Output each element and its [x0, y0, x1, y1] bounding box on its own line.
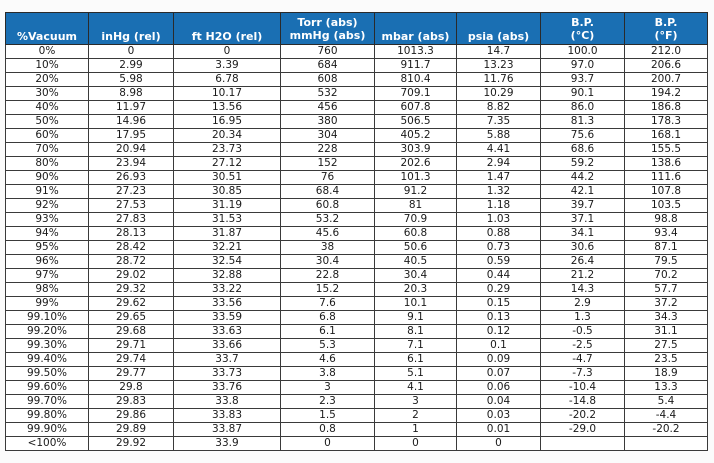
cell-psia: 0.1: [457, 339, 541, 353]
cell-torr: 152: [281, 157, 375, 171]
cell-bpc: 90.1: [541, 87, 625, 101]
col-header-fth2o: ft H2O (rel): [174, 13, 281, 45]
cell-bpf: 79.5: [625, 255, 708, 269]
cell-fth2o: 32.88: [174, 269, 281, 283]
cell-mbar: 50.6: [375, 241, 457, 255]
table-row: [6, 101, 708, 115]
cell-vacuum: 90%: [6, 171, 89, 185]
cell-torr: 456: [281, 101, 375, 115]
cell-vacuum: 20%: [6, 73, 89, 87]
cell-mbar: 6.1: [375, 353, 457, 367]
cell-bpf: 23.5: [625, 353, 708, 367]
col-header-bp-f: B.P. (°F): [625, 13, 708, 45]
cell-inhg: 14.96: [89, 115, 174, 129]
cell-inhg: 29.83: [89, 395, 174, 409]
cell-torr: 3.8: [281, 367, 375, 381]
cell-psia: 10.29: [457, 87, 541, 101]
cell-mbar: 202.6: [375, 157, 457, 171]
cell-bpc: 97.0: [541, 59, 625, 73]
table-row: [6, 129, 708, 143]
cell-psia: 0.44: [457, 269, 541, 283]
cell-vacuum: 99.90%: [6, 423, 89, 437]
cell-bpc: 34.1: [541, 227, 625, 241]
table-row: [6, 213, 708, 227]
cell-vacuum: 0%: [6, 45, 89, 59]
col-header-psia: psia (abs): [457, 13, 541, 45]
cell-fth2o: 0: [174, 45, 281, 59]
cell-fth2o: 32.54: [174, 255, 281, 269]
cell-inhg: 29.02: [89, 269, 174, 283]
cell-inhg: 2.99: [89, 59, 174, 73]
cell-psia: 0.07: [457, 367, 541, 381]
cell-mbar: 20.3: [375, 283, 457, 297]
table-row: [6, 297, 708, 311]
cell-bpf: 155.5: [625, 143, 708, 157]
cell-bpc: 86.0: [541, 101, 625, 115]
cell-bpf: 98.8: [625, 213, 708, 227]
cell-psia: 0.04: [457, 395, 541, 409]
cell-psia: 0.88: [457, 227, 541, 241]
cell-vacuum: 98%: [6, 283, 89, 297]
cell-torr: 22.8: [281, 269, 375, 283]
cell-fth2o: 33.76: [174, 381, 281, 395]
cell-bpf: 103.5: [625, 199, 708, 213]
cell-fth2o: 3.39: [174, 59, 281, 73]
cell-inhg: 29.74: [89, 353, 174, 367]
cell-fth2o: 33.73: [174, 367, 281, 381]
cell-vacuum: 97%: [6, 269, 89, 283]
cell-vacuum: 99.50%: [6, 367, 89, 381]
cell-torr: 30.4: [281, 255, 375, 269]
cell-vacuum: 94%: [6, 227, 89, 241]
cell-torr: 684: [281, 59, 375, 73]
cell-bpf: 168.1: [625, 129, 708, 143]
cell-bpc: -0.5: [541, 325, 625, 339]
table-row: [6, 115, 708, 129]
cell-bpc: -29.0: [541, 423, 625, 437]
cell-psia: 0.03: [457, 409, 541, 423]
cell-psia: 0.29: [457, 283, 541, 297]
cell-bpf: 194.2: [625, 87, 708, 101]
cell-mbar: 91.2: [375, 185, 457, 199]
cell-bpf: 178.3: [625, 115, 708, 129]
cell-torr: 0: [281, 437, 375, 451]
cell-mbar: 101.3: [375, 171, 457, 185]
cell-mbar: 1: [375, 423, 457, 437]
cell-inhg: 29.65: [89, 311, 174, 325]
cell-fth2o: 20.34: [174, 129, 281, 143]
cell-bpc: [541, 437, 625, 451]
cell-torr: 15.2: [281, 283, 375, 297]
cell-inhg: 29.68: [89, 325, 174, 339]
cell-bpc: 2.9: [541, 297, 625, 311]
table-row: [6, 437, 708, 451]
cell-torr: 45.6: [281, 227, 375, 241]
cell-torr: 60.8: [281, 199, 375, 213]
cell-fth2o: 33.7: [174, 353, 281, 367]
table-row: [6, 143, 708, 157]
cell-bpc: 26.4: [541, 255, 625, 269]
cell-psia: 0.13: [457, 311, 541, 325]
cell-mbar: 10.1: [375, 297, 457, 311]
cell-fth2o: 30.51: [174, 171, 281, 185]
cell-bpf: 31.1: [625, 325, 708, 339]
vacuum-conversion-table: [5, 12, 708, 451]
cell-bpc: 81.3: [541, 115, 625, 129]
cell-fth2o: 13.56: [174, 101, 281, 115]
col-header-vacuum: %Vacuum: [6, 13, 89, 45]
col-header-mbar: mbar (abs): [375, 13, 457, 45]
cell-torr: 608: [281, 73, 375, 87]
cell-psia: 5.88: [457, 129, 541, 143]
table-row: [6, 353, 708, 367]
cell-fth2o: 33.56: [174, 297, 281, 311]
cell-fth2o: 23.73: [174, 143, 281, 157]
table-row: [6, 283, 708, 297]
table-row: [6, 395, 708, 409]
cell-torr: 380: [281, 115, 375, 129]
cell-bpf: 206.6: [625, 59, 708, 73]
cell-bpc: -7.3: [541, 367, 625, 381]
cell-vacuum: 95%: [6, 241, 89, 255]
cell-vacuum: 99.10%: [6, 311, 89, 325]
cell-vacuum: 99.40%: [6, 353, 89, 367]
cell-bpf: 18.9: [625, 367, 708, 381]
cell-fth2o: 33.8: [174, 395, 281, 409]
cell-mbar: 70.9: [375, 213, 457, 227]
cell-torr: 6.8: [281, 311, 375, 325]
cell-fth2o: 33.87: [174, 423, 281, 437]
cell-vacuum: 99%: [6, 297, 89, 311]
cell-vacuum: 93%: [6, 213, 89, 227]
cell-bpf: 93.4: [625, 227, 708, 241]
cell-inhg: 29.92: [89, 437, 174, 451]
cell-vacuum: 99.70%: [6, 395, 89, 409]
cell-bpc: -10.4: [541, 381, 625, 395]
cell-torr: 76: [281, 171, 375, 185]
cell-torr: 5.3: [281, 339, 375, 353]
table-row: [6, 59, 708, 73]
cell-torr: 228: [281, 143, 375, 157]
cell-vacuum: 99.30%: [6, 339, 89, 353]
cell-bpc: -4.7: [541, 353, 625, 367]
cell-bpf: [625, 437, 708, 451]
cell-inhg: 29.77: [89, 367, 174, 381]
cell-psia: 1.18: [457, 199, 541, 213]
cell-bpc: -14.8: [541, 395, 625, 409]
cell-psia: 4.41: [457, 143, 541, 157]
cell-inhg: 26.93: [89, 171, 174, 185]
cell-fth2o: 33.9: [174, 437, 281, 451]
cell-torr: 532: [281, 87, 375, 101]
table-row: [6, 199, 708, 213]
cell-vacuum: 40%: [6, 101, 89, 115]
cell-fth2o: 31.87: [174, 227, 281, 241]
cell-torr: 6.1: [281, 325, 375, 339]
table-row: [6, 325, 708, 339]
cell-inhg: 8.98: [89, 87, 174, 101]
cell-bpf: 5.4: [625, 395, 708, 409]
cell-inhg: 29.89: [89, 423, 174, 437]
cell-mbar: 9.1: [375, 311, 457, 325]
table-row: [6, 409, 708, 423]
cell-fth2o: 33.63: [174, 325, 281, 339]
table-row: [6, 255, 708, 269]
cell-bpc: 21.2: [541, 269, 625, 283]
cell-psia: 0.09: [457, 353, 541, 367]
table-row: [6, 87, 708, 101]
cell-torr: 3: [281, 381, 375, 395]
cell-torr: 304: [281, 129, 375, 143]
cell-mbar: 7.1: [375, 339, 457, 353]
cell-psia: 0.59: [457, 255, 541, 269]
cell-mbar: 2: [375, 409, 457, 423]
col-header-torr: Torr (abs) mmHg (abs): [281, 13, 375, 45]
table-row: [6, 241, 708, 255]
cell-inhg: 28.72: [89, 255, 174, 269]
cell-bpc: 93.7: [541, 73, 625, 87]
cell-inhg: 29.86: [89, 409, 174, 423]
cell-fth2o: 6.78: [174, 73, 281, 87]
cell-inhg: 29.71: [89, 339, 174, 353]
cell-bpf: -20.2: [625, 423, 708, 437]
cell-inhg: 29.8: [89, 381, 174, 395]
col-header-inhg: inHg (rel): [89, 13, 174, 45]
cell-fth2o: 10.17: [174, 87, 281, 101]
cell-torr: 0.8: [281, 423, 375, 437]
cell-bpc: -2.5: [541, 339, 625, 353]
cell-torr: 2.3: [281, 395, 375, 409]
cell-torr: 4.6: [281, 353, 375, 367]
cell-mbar: 810.4: [375, 73, 457, 87]
cell-torr: 53.2: [281, 213, 375, 227]
table-row: [6, 381, 708, 395]
cell-mbar: 0: [375, 437, 457, 451]
cell-vacuum: 10%: [6, 59, 89, 73]
cell-vacuum: 50%: [6, 115, 89, 129]
cell-vacuum: 80%: [6, 157, 89, 171]
cell-psia: 1.47: [457, 171, 541, 185]
cell-bpf: 186.8: [625, 101, 708, 115]
cell-mbar: 40.5: [375, 255, 457, 269]
cell-bpc: 39.7: [541, 199, 625, 213]
cell-mbar: 607.8: [375, 101, 457, 115]
cell-bpc: -20.2: [541, 409, 625, 423]
cell-psia: 8.82: [457, 101, 541, 115]
cell-bpf: -4.4: [625, 409, 708, 423]
cell-inhg: 27.23: [89, 185, 174, 199]
cell-torr: 7.6: [281, 297, 375, 311]
cell-psia: 0.01: [457, 423, 541, 437]
cell-inhg: 23.94: [89, 157, 174, 171]
cell-psia: 7.35: [457, 115, 541, 129]
cell-inhg: 20.94: [89, 143, 174, 157]
table-row: [6, 311, 708, 325]
cell-bpf: 87.1: [625, 241, 708, 255]
cell-inhg: 17.95: [89, 129, 174, 143]
cell-fth2o: 30.85: [174, 185, 281, 199]
cell-mbar: 506.5: [375, 115, 457, 129]
cell-psia: 13.23: [457, 59, 541, 73]
cell-bpf: 212.0: [625, 45, 708, 59]
cell-vacuum: 91%: [6, 185, 89, 199]
cell-psia: 0.73: [457, 241, 541, 255]
cell-fth2o: 16.95: [174, 115, 281, 129]
cell-fth2o: 31.19: [174, 199, 281, 213]
cell-torr: 760: [281, 45, 375, 59]
cell-psia: 0.06: [457, 381, 541, 395]
table-row: [6, 45, 708, 59]
cell-mbar: 60.8: [375, 227, 457, 241]
cell-psia: 11.76: [457, 73, 541, 87]
cell-bpf: 57.7: [625, 283, 708, 297]
cell-fth2o: 33.66: [174, 339, 281, 353]
cell-bpc: 100.0: [541, 45, 625, 59]
cell-torr: 68.4: [281, 185, 375, 199]
cell-inhg: 0: [89, 45, 174, 59]
table-row: [6, 73, 708, 87]
cell-bpc: 59.2: [541, 157, 625, 171]
cell-vacuum: 60%: [6, 129, 89, 143]
cell-mbar: 911.7: [375, 59, 457, 73]
cell-fth2o: 27.12: [174, 157, 281, 171]
cell-psia: 1.03: [457, 213, 541, 227]
cell-mbar: 1013.3: [375, 45, 457, 59]
table-row: [6, 171, 708, 185]
cell-bpc: 37.1: [541, 213, 625, 227]
cell-bpc: 1.3: [541, 311, 625, 325]
cell-inhg: 27.83: [89, 213, 174, 227]
cell-mbar: 4.1: [375, 381, 457, 395]
table-row: [6, 185, 708, 199]
cell-fth2o: 31.53: [174, 213, 281, 227]
cell-inhg: 28.13: [89, 227, 174, 241]
cell-mbar: 405.2: [375, 129, 457, 143]
cell-bpf: 200.7: [625, 73, 708, 87]
cell-psia: 0: [457, 437, 541, 451]
cell-bpc: 44.2: [541, 171, 625, 185]
cell-bpf: 107.8: [625, 185, 708, 199]
cell-psia: 14.7: [457, 45, 541, 59]
cell-psia: 2.94: [457, 157, 541, 171]
table-row: [6, 423, 708, 437]
cell-inhg: 29.62: [89, 297, 174, 311]
table-row: [6, 157, 708, 171]
cell-mbar: 30.4: [375, 269, 457, 283]
cell-bpf: 111.6: [625, 171, 708, 185]
col-header-bp-c: B.P. (°C): [541, 13, 625, 45]
cell-bpf: 37.2: [625, 297, 708, 311]
cell-vacuum: 99.20%: [6, 325, 89, 339]
cell-bpc: 42.1: [541, 185, 625, 199]
table-body: [6, 45, 708, 451]
cell-bpc: 75.6: [541, 129, 625, 143]
cell-bpf: 138.6: [625, 157, 708, 171]
cell-torr: 1.5: [281, 409, 375, 423]
cell-bpf: 34.3: [625, 311, 708, 325]
cell-psia: 1.32: [457, 185, 541, 199]
cell-vacuum: 70%: [6, 143, 89, 157]
cell-bpf: 27.5: [625, 339, 708, 353]
cell-fth2o: 33.22: [174, 283, 281, 297]
cell-vacuum: 96%: [6, 255, 89, 269]
cell-mbar: 81: [375, 199, 457, 213]
cell-inhg: 11.97: [89, 101, 174, 115]
table-row: [6, 269, 708, 283]
cell-mbar: 709.1: [375, 87, 457, 101]
cell-torr: 38: [281, 241, 375, 255]
cell-vacuum: <100%: [6, 437, 89, 451]
cell-fth2o: 33.59: [174, 311, 281, 325]
cell-inhg: 5.98: [89, 73, 174, 87]
cell-vacuum: 99.80%: [6, 409, 89, 423]
cell-inhg: 28.42: [89, 241, 174, 255]
cell-fth2o: 33.83: [174, 409, 281, 423]
cell-bpc: 30.6: [541, 241, 625, 255]
table-row: [6, 227, 708, 241]
cell-psia: 0.15: [457, 297, 541, 311]
cell-vacuum: 99.60%: [6, 381, 89, 395]
table-row: [6, 367, 708, 381]
cell-psia: 0.12: [457, 325, 541, 339]
cell-inhg: 27.53: [89, 199, 174, 213]
cell-mbar: 8.1: [375, 325, 457, 339]
cell-bpf: 13.3: [625, 381, 708, 395]
cell-fth2o: 32.21: [174, 241, 281, 255]
cell-bpc: 14.3: [541, 283, 625, 297]
cell-mbar: 5.1: [375, 367, 457, 381]
cell-mbar: 303.9: [375, 143, 457, 157]
table-header-row: [6, 13, 708, 45]
cell-bpc: 68.6: [541, 143, 625, 157]
cell-mbar: 3: [375, 395, 457, 409]
table-row: [6, 339, 708, 353]
cell-inhg: 29.32: [89, 283, 174, 297]
cell-bpf: 70.2: [625, 269, 708, 283]
cell-vacuum: 92%: [6, 199, 89, 213]
cell-vacuum: 30%: [6, 87, 89, 101]
